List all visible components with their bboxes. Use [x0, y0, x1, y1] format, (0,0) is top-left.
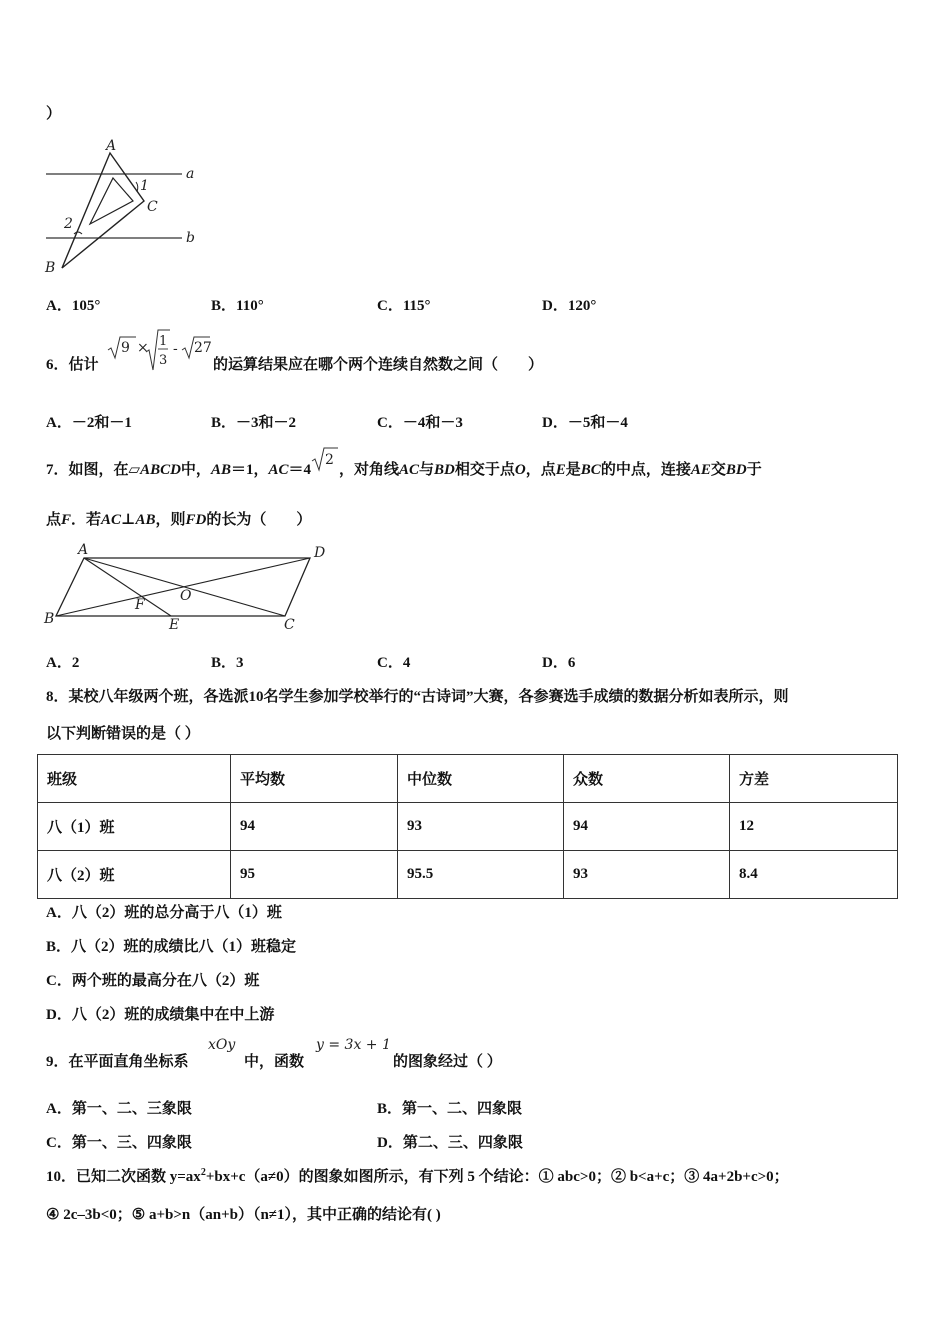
- q10-superscript: 2: [200, 1167, 206, 1178]
- q8-option-a: A．八（2）班的总分高于八（1）班: [46, 905, 282, 921]
- table-cell: 94: [231, 803, 398, 851]
- q7-label-a: A: [78, 542, 89, 558]
- q7-stem-line2: 点F．若AC⊥AB，则FD的长为（ ）: [46, 512, 312, 528]
- q5-figure: [40, 138, 210, 278]
- table-header-cell: 方差: [730, 755, 898, 803]
- q6-option-a: A．－2和－1: [46, 415, 132, 431]
- q5-option-a: A．105°: [46, 298, 101, 314]
- q6-math-expression: [106, 328, 212, 372]
- q7-label-f: F: [135, 597, 145, 613]
- q6-frac-den: 3: [159, 353, 168, 368]
- table-cell: 95: [231, 851, 398, 899]
- q6-stem-end: 的运算结果应在哪个两个连续自然数之间（ ）: [213, 357, 544, 373]
- q10-stem-line1: 10．已知二次函数 $y=ax^2+bx+c(a\ne 0)$的图象如图所示，有下列 5 个结论：① abc>0；② b<a+c；③ 4a+2b+c>0；: [46, 1167, 789, 1185]
- q9-stem-end: 的图象经过（ ）: [393, 1054, 502, 1070]
- q9-coordinate-system: xOy: [208, 1037, 236, 1053]
- table-header-cell: 中位数: [398, 755, 564, 803]
- q5-label-line-b: b: [186, 230, 195, 246]
- q7-sqrt2: [311, 452, 339, 476]
- q7-figure: [40, 540, 340, 632]
- q6-times: ×: [137, 340, 149, 356]
- q5-label-angle-2: 2: [64, 216, 73, 232]
- q10-stem-line2: ④ 2c–3b<0；⑤ a+b>n（an+b）（n≠1），其中正确的结论有( ): [46, 1207, 441, 1223]
- q7-label-c: C: [284, 617, 295, 632]
- table-cell: 八（2）班: [38, 851, 231, 899]
- q8-option-d: D．八（2）班的成绩集中在中上游: [46, 1007, 275, 1023]
- q9-option-d: D．第二、三、四象限: [377, 1135, 523, 1151]
- q7-option-d: D．6: [542, 655, 576, 671]
- q8-option-c: C．两个班的最高分在八（2）班: [46, 973, 260, 989]
- table-cell: 93: [398, 803, 564, 851]
- q9-function: y = 3x + 1: [316, 1037, 391, 1053]
- table-cell: 95.5: [398, 851, 564, 899]
- table-cell: 8.4: [730, 851, 898, 899]
- q6-option-d: D．－5和－4: [542, 415, 628, 431]
- q7-sqrt2-radicand: 2: [325, 452, 334, 468]
- q7-option-a: A．2: [46, 655, 80, 671]
- table-cell: 94: [564, 803, 730, 851]
- q7-stem-line1: 7．如图，在▱ABCD中，AB＝1，AC＝4 2 ，对角线AC与BD相交于点O，点E是BC的中点，连接AE交BD于: [46, 458, 762, 479]
- q8-stem-line1: 8．某校八年级两个班，各选派10名学生参加学校举行的“古诗词”大赛，各参赛选手成绩的数据分析如表所示，则: [46, 689, 789, 705]
- table-cell: 八（1）班: [38, 803, 231, 851]
- q7-label-b: B: [44, 611, 55, 627]
- q7-label-d: D: [314, 545, 326, 561]
- q8-data-table: [37, 754, 898, 899]
- q9-stem-mid: 中，函数: [244, 1054, 305, 1070]
- q6-root-9: 9: [121, 340, 130, 356]
- table-cell: 12: [730, 803, 898, 851]
- q6-frac-num: 1: [159, 334, 168, 349]
- table-cell: 93: [564, 851, 730, 899]
- q6-stem-start: 6．估计: [46, 357, 99, 373]
- q9-option-a: A．第一、二、三象限: [46, 1101, 192, 1117]
- table-header-cell: 众数: [564, 755, 730, 803]
- table-header-cell: 班级: [38, 755, 231, 803]
- q7-label-o: O: [180, 588, 192, 604]
- q5-option-b: B．110°: [211, 298, 264, 314]
- q9-stem-start: 9．在平面直角坐标系: [46, 1054, 189, 1070]
- q7-option-c: C．4: [377, 655, 411, 671]
- q5-label-a-vertex: A: [106, 138, 117, 154]
- table-header-row: [38, 755, 898, 803]
- q7-label-e: E: [169, 617, 180, 632]
- q8-stem-line2: 以下判断错误的是（ ）: [46, 726, 200, 742]
- table-header-cell: 平均数: [231, 755, 398, 803]
- q5-label-angle-1: 1: [140, 178, 149, 194]
- q8-option-b: B．八（2）班的成绩比八（1）班稳定: [46, 939, 297, 955]
- q6-option-b: B．－3和－2: [211, 415, 297, 431]
- q6-option-c: C．－4和－3: [377, 415, 463, 431]
- q9-option-b: B．第一、二、四象限: [377, 1101, 523, 1117]
- q5-label-line-a: a: [186, 166, 195, 182]
- table-row: [38, 803, 898, 851]
- q5-option-c: C．115°: [377, 298, 431, 314]
- q5-label-c-vertex: C: [147, 199, 158, 215]
- q5-label-b-vertex: B: [45, 260, 56, 276]
- q5-option-d: D．120°: [542, 298, 597, 314]
- q7-option-b: B．3: [211, 655, 244, 671]
- q5-tail: ）: [46, 106, 62, 122]
- q9-option-c: C．第一、三、四象限: [46, 1135, 192, 1151]
- table-row: [38, 851, 898, 899]
- q6-root-27: 27: [194, 340, 212, 356]
- q6-minus: -: [173, 341, 178, 357]
